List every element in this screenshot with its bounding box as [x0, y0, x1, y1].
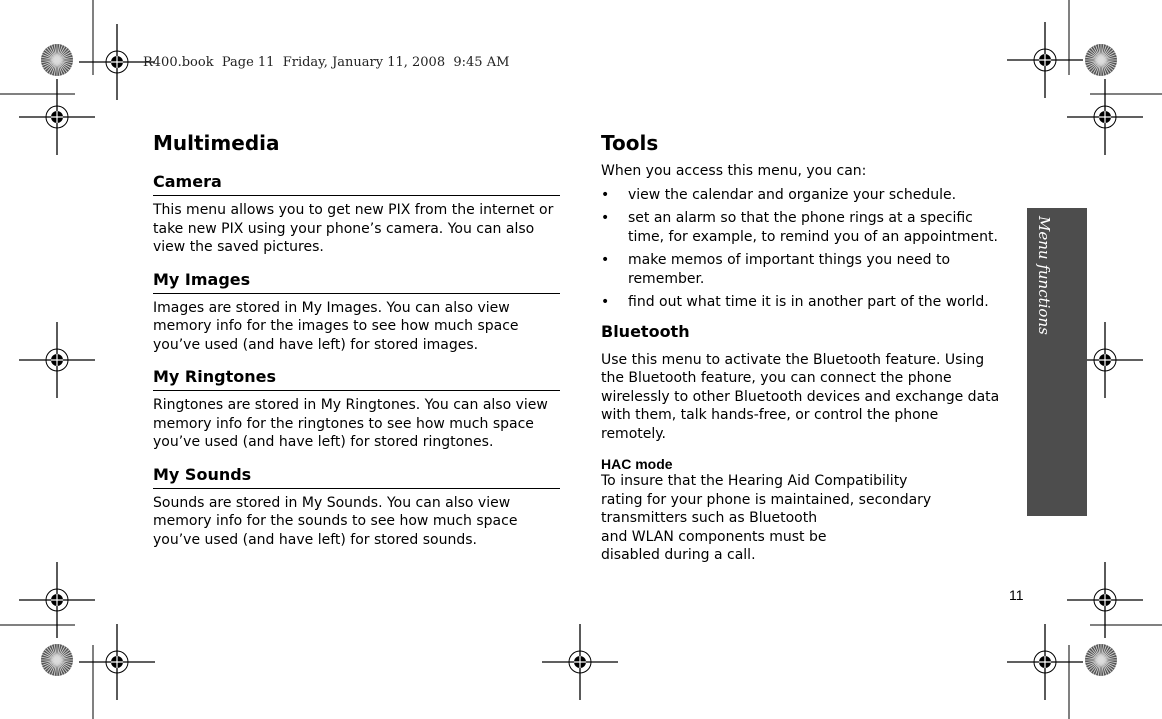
crosshair-mark [19, 322, 95, 398]
print-header: R400.book Page 11 Friday, January 11, 2008 9:45 AM [143, 55, 510, 70]
crosshair-mark [542, 624, 618, 700]
paragraph: This menu allows you to get new PIX from the internet or take new PIX using your phone’s camera. You can also view the saved pictures. [153, 202, 554, 255]
page-number: 11 [1009, 587, 1024, 603]
crosshair-mark [1007, 22, 1083, 98]
sunburst-mark [41, 644, 73, 676]
subsection-heading: Camera [153, 172, 560, 196]
paragraph: Sounds are stored in My Sounds. You can also view memory info for the sounds to see how much space you’ve used (and have left) for stored sounds. [153, 494, 518, 548]
crosshair-mark [1067, 562, 1143, 638]
sunburst-mark [1085, 644, 1117, 676]
subsection-heading: Bluetooth [601, 321, 690, 341]
side-tab [1027, 208, 1087, 516]
subsection-heading: My Sounds [153, 465, 560, 489]
multimedia-column [153, 130, 560, 562]
crosshair-mark [19, 562, 95, 638]
hac-text [601, 472, 1011, 565]
sunburst-mark [41, 44, 73, 76]
section-title: Multimedia [153, 131, 280, 155]
crosshair-mark [1067, 79, 1143, 155]
side-tab-label: Menu functions [1035, 216, 1053, 335]
crosshair-mark [1007, 624, 1083, 700]
paragraph: Use this menu to activate the Bluetooth feature. Using the Bluetooth feature, you can connect the phone wirelessly to other Bluetooth devices and exchange data with them, talk hands-free, or control the phone remotely. [601, 351, 1000, 442]
section-title: Tools [601, 131, 659, 155]
paragraph: Images are stored in My Images. You can also view memory info for the images to see how much space you’ve used (and have left) for stored images. [153, 299, 519, 353]
list-item: • make memos of important things you need to remember. [601, 251, 1011, 288]
subsection-heading: My Images [153, 270, 560, 294]
list-item: • set an alarm so that the phone rings at a specific time, for example, to remind you of an appointment. [601, 209, 1011, 246]
sunburst-mark [1085, 44, 1117, 76]
text-line: and WLAN components must be [601, 528, 827, 545]
list-item: • view the calendar and organize your schedule. [601, 186, 1011, 205]
tools-list [601, 186, 1011, 312]
crosshair-mark [79, 624, 155, 700]
list-item: • find out what time it is in another part of the world. [601, 293, 1011, 312]
crosshair-mark [19, 79, 95, 155]
subsection-heading: My Ringtones [153, 367, 560, 391]
text-line: rating for your phone is maintained, secondary [601, 491, 932, 508]
hac-heading: HAC mode [601, 456, 673, 472]
text-line: transmitters such as Bluetooth [601, 510, 818, 526]
intro: When you access this menu, you can: [601, 163, 867, 179]
text-line: disabled during a call. [601, 547, 756, 563]
paragraph: Ringtones are stored in My Ringtones. You can also view memory info for the ringtones to see how much space you’ve used (and have left) for stored ringtones. [153, 397, 548, 450]
tools-column [601, 130, 1011, 565]
text-line: To insure that the Hearing Aid Compatibility [601, 473, 908, 489]
